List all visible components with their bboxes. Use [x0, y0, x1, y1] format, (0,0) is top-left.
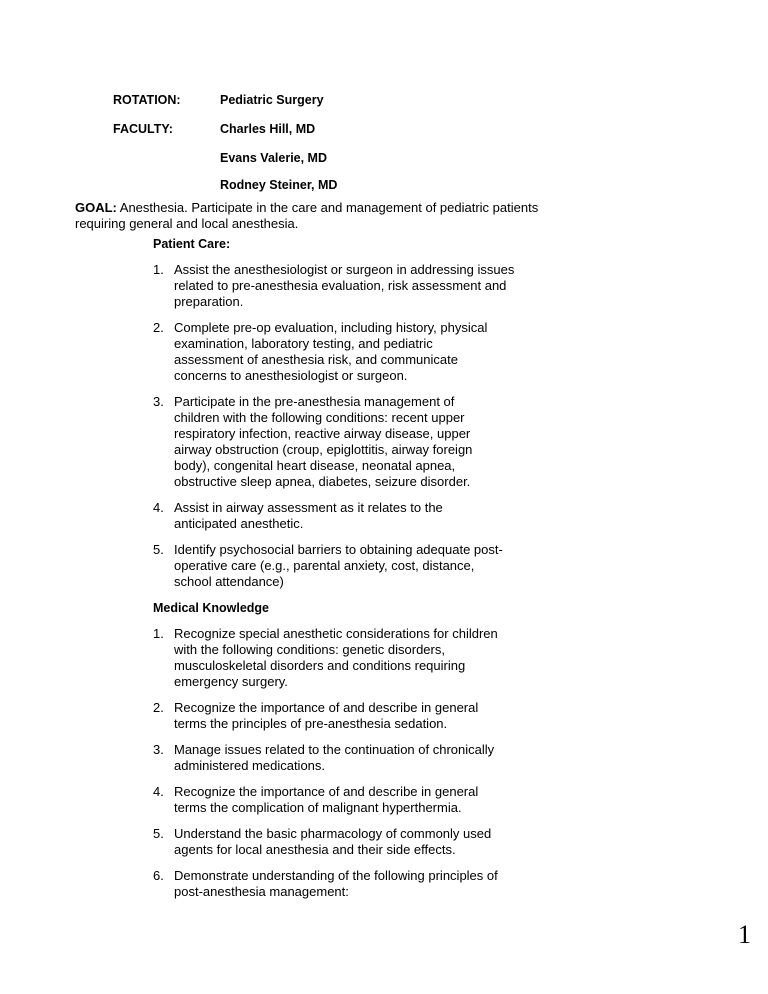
item-line: Complete pre-op evaluation, including history, physical [174, 320, 488, 335]
item-number: 1. [153, 626, 164, 641]
patient-care-heading: Patient Care: [153, 237, 231, 251]
item-number: 3. [153, 394, 164, 409]
item-line: respiratory infection, reactive airway disease, upper [174, 426, 471, 441]
item-line: Participate in the pre-anesthesia management of [174, 394, 455, 409]
item-line: examination, laboratory testing, and pediatric [174, 336, 433, 351]
item-line: agents for local anesthesia and their side effects. [174, 842, 456, 857]
item-line: airway obstruction (croup, epiglottitis, airway foreign [174, 442, 473, 457]
item-line: anticipated anesthetic. [174, 516, 304, 531]
item-text [174, 262, 514, 310]
item-line: Assist in airway assessment as it relates to the [174, 500, 443, 515]
item-number: 3. [153, 742, 164, 757]
item-line: Identify psychosocial barriers to obtaining adequate post- [174, 542, 503, 557]
item-number: 2. [153, 320, 164, 335]
item-number: 4. [153, 784, 164, 799]
item-text [174, 394, 472, 490]
item-line: concerns to anesthesiologist or surgeon. [174, 368, 408, 383]
item-number: 5. [153, 826, 164, 841]
item-number: 5. [153, 542, 164, 557]
goal-paragraph [75, 200, 538, 232]
item-line: body), congenital heart disease, neonatal apnea, [174, 458, 456, 473]
goal-text: requiring general and local anesthesia. [75, 216, 299, 231]
item-line: Understand the basic pharmacology of commonly used [174, 826, 492, 841]
item-line: administered medications. [174, 758, 326, 773]
item-number: 2. [153, 700, 164, 715]
item-line: musculoskeletal disorders and conditions requiring [174, 658, 466, 673]
item-text [174, 868, 498, 900]
item-text [174, 700, 478, 732]
goal-label: GOAL: [75, 200, 117, 215]
item-text [174, 784, 478, 816]
item-line: Recognize the importance of and describe in general [174, 700, 479, 715]
item-line: terms the complication of malignant hyperthermia. [174, 800, 462, 815]
faculty-member: Charles Hill, MD [220, 122, 316, 136]
item-line: related to pre-anesthesia evaluation, risk assessment and [174, 278, 507, 293]
item-line: terms the principles of pre-anesthesia sedation. [174, 716, 448, 731]
item-line: children with the following conditions: recent upper [174, 410, 465, 425]
item-line: Recognize special anesthetic considerations for children [174, 626, 498, 641]
item-text [174, 542, 503, 590]
item-text [174, 320, 487, 384]
item-line: Recognize the importance of and describe in general [174, 784, 479, 799]
goal-text: Anesthesia. Participate in the care and management of pediatric patients [116, 200, 539, 215]
faculty-member: Evans Valerie, MD [220, 151, 328, 165]
item-line: with the following conditions: genetic disorders, [174, 642, 445, 657]
item-line: operative care (e.g., parental anxiety, cost, distance, [174, 558, 475, 573]
medical-knowledge-heading: Medical Knowledge [153, 601, 269, 615]
item-line: preparation. [174, 294, 244, 309]
item-line: Assist the anesthesiologist or surgeon in addressing issues [174, 262, 515, 277]
rotation-label: ROTATION: [113, 93, 181, 107]
item-line: school attendance) [174, 574, 284, 589]
faculty-label: FACULTY: [113, 122, 173, 136]
item-text [174, 826, 491, 858]
item-text [174, 500, 443, 532]
item-line: Manage issues related to the continuation of chronically [174, 742, 495, 757]
item-line: emergency surgery. [174, 674, 288, 689]
item-number: 1. [153, 262, 164, 277]
rotation-value: Pediatric Surgery [220, 93, 324, 107]
item-text [174, 626, 498, 690]
item-text [174, 742, 494, 774]
item-number: 6. [153, 868, 164, 883]
item-line: assessment of anesthesia risk, and communicate [174, 352, 458, 367]
page-number: 1 [738, 920, 751, 949]
item-line: post-anesthesia management: [174, 884, 349, 899]
item-number: 4. [153, 500, 164, 515]
item-line: Demonstrate understanding of the following principles of [174, 868, 498, 883]
faculty-member: Rodney Steiner, MD [220, 178, 338, 192]
item-line: obstructive sleep apnea, diabetes, seizure disorder. [174, 474, 471, 489]
